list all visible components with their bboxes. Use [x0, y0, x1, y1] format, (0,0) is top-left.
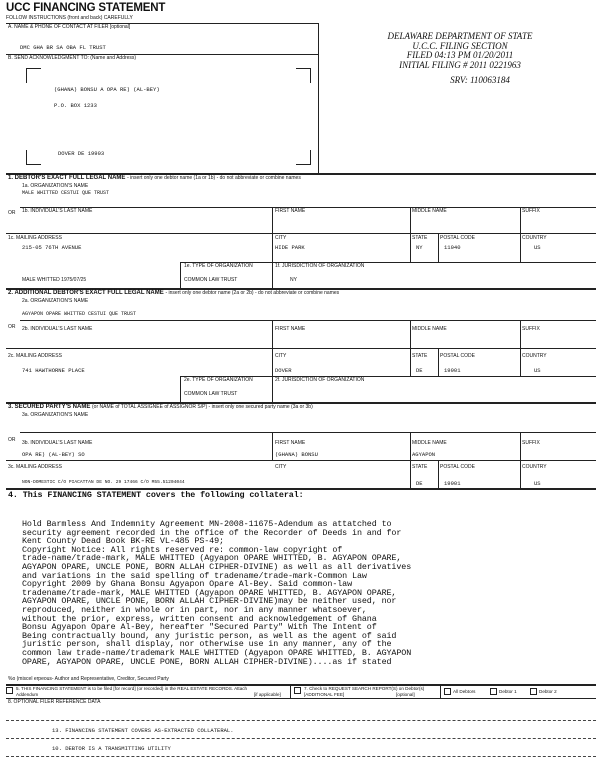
divider	[180, 376, 181, 402]
section-a-label: A. NAME & PHONE OF CONTACT AT FILER [optional]	[8, 24, 131, 30]
debtor1-mail-label: 1c. MAILING ADDRESS	[8, 235, 62, 241]
debtor1-suffix-label: SUFFIX	[522, 208, 540, 214]
debtor2-middle-label: MIDDLE NAME	[412, 326, 447, 332]
debtor2-org-value: AGYAPON OPARE WHITTED CESTUI QUE TRUST	[22, 311, 137, 317]
debtor1-juris-value: NY	[290, 277, 297, 283]
debtor1-postal-value: 11040	[444, 244, 461, 251]
secured-first-value: (GHANA) BONSU	[275, 451, 318, 458]
divider	[438, 460, 439, 488]
address-bracket-br	[296, 150, 311, 165]
secured-state-value: DE	[416, 480, 423, 487]
collateral-text	[22, 520, 411, 666]
secured-last-value: OPA RE) (AL-BEY) SO	[22, 451, 85, 458]
debtor2-or: OR	[8, 324, 16, 330]
secured-first-label: FIRST NAME	[275, 440, 306, 446]
debtor2-state-label: STATE	[412, 353, 428, 359]
debtor2-mail-value: 741 HAWTHORNE PLACE	[22, 367, 85, 374]
divider	[272, 348, 273, 376]
debtor1-country-value: US	[534, 244, 541, 251]
debtor1-org-value: MALE WHITTED CESTUI QUE TRUST	[22, 190, 110, 196]
real-estate-checkbox[interactable]	[6, 687, 13, 694]
debtor2-country-label: COUNTRY	[522, 353, 547, 359]
secured-country-value: US	[534, 480, 541, 487]
collateral-line: AGYAPON OPARE, UNCLE PONE, BORN ALLAH CIPHER-DIVINE)may be neither used, nor	[22, 596, 397, 607]
divider	[272, 233, 273, 262]
collateral-line: reproduced, neither in whole or in part, nor in any manner whatsoever,	[22, 604, 367, 615]
collateral-footer-note: %o (miscel erpeous- Author and Representative, Creditor, Secured Party	[8, 676, 169, 682]
debtor2-title: 2. ADDITIONAL DEBTOR'S EXACT FULL LEGAL NAME	[8, 290, 164, 296]
filing-srv: SRV: 110063184	[450, 75, 510, 85]
debtor2-postal-value: 19901	[444, 367, 461, 374]
debtor2-suffix-label: SUFFIX	[522, 326, 540, 332]
debtor1-middle-label: MIDDLE NAME	[412, 208, 447, 214]
divider	[20, 207, 596, 208]
dashed-divider	[6, 720, 596, 721]
debtor1-label	[8, 175, 301, 182]
filing-stamp-line-2: U.C.C. FILING SECTION	[412, 40, 508, 51]
form-title: UCC FINANCING STATEMENT	[6, 2, 166, 14]
divider	[520, 207, 521, 262]
filing-stamp-line-3: FILED 04:13 PM 01/20/2011	[406, 50, 514, 60]
divider	[272, 320, 273, 348]
dashed-divider	[6, 756, 596, 757]
divider	[272, 207, 273, 233]
section-b-label: B. SEND ACKNOWLEDGMENT TO: (Name and Address)	[8, 55, 137, 61]
divider	[318, 23, 319, 173]
secured-country-label: COUNTRY	[522, 464, 547, 470]
divider	[272, 376, 273, 402]
divider	[438, 233, 439, 262]
debtor1-first-label: FIRST NAME	[275, 208, 306, 214]
secured-last-label: 3b. INDIVIDUAL'S LAST NAME	[22, 440, 93, 446]
debtor2-type-label: 2e. TYPE OF ORGANIZATION	[184, 377, 253, 383]
divider	[20, 320, 596, 321]
debtor2-checkbox-label: Debtor 2	[539, 689, 557, 694]
secured-mail-value: NON-DOMESTIC C/O PIACATTAN DE NO. 29 17466 C/O M55.51204044	[22, 480, 185, 485]
debtor1-state-value: NY	[416, 244, 423, 251]
collateral-line: AGYAPON OPARE, UNCLE PONE, BORN ALLAH CIPHER-DIVINE) as well as all derivatives	[22, 561, 412, 572]
debtor1-mail-value: 215-05 76TH AVENUE	[22, 244, 82, 251]
debtor2-mail-label: 2c. MAILING ADDRESS	[8, 353, 62, 359]
debtor2-org-label: 2a. ORGANIZATION'S NAME	[22, 298, 89, 304]
collateral-line: trade-name/trade-mark, MALE WHITTED (Agyapon OPARE WHITTED, B. AGYAPON OPARE,	[22, 553, 402, 564]
debtor2-last-label: 2b. INDIVIDUAL'S LAST NAME	[22, 326, 93, 332]
collateral-label: 4. This FINANCING STATEMENT covers the following collateral:	[8, 490, 304, 500]
divider	[410, 432, 411, 460]
ack-line-1: (GHANA) BONSU A OPA RE) (AL-BEY)	[54, 86, 160, 93]
collateral-line: common law trade-name/trademark MALE WHITTED (Agyapon OPARE WHITTED, B. AGYAPON	[22, 647, 412, 658]
secured-middle-value: AGYAPON	[412, 451, 436, 458]
collateral-line: Copyright Notice: All rights reserved re: common-law copyright of	[22, 544, 343, 555]
debtor1-type-value: COMMON LAW TRUST	[184, 277, 238, 283]
debtor1-or: OR	[8, 210, 16, 216]
divider	[20, 432, 596, 433]
debtor2-juris-label: 2f. JURISDICTION OF ORGANIZATION	[275, 377, 365, 383]
divider	[6, 233, 596, 234]
divider	[410, 348, 411, 376]
filing-stamp	[330, 32, 590, 86]
address-bracket-tr	[296, 68, 311, 83]
divider	[272, 432, 273, 460]
debtor2-city-label: CITY	[275, 353, 287, 359]
secured-city-label: CITY	[275, 464, 287, 470]
collateral-line: security agreement recorded in the office of the Recorder of Deeds in and for	[22, 527, 402, 538]
divider	[272, 262, 273, 288]
contact-value: DMC GHA BR SA OBA FL TRUST	[20, 44, 106, 51]
section5-applicable: [if applicable]	[254, 692, 281, 697]
debtor1-tax-value: MALE WHITTED 1975/07/25	[22, 277, 87, 283]
debtor2-note: - insert only one debtor name (2a or 2b) - do not abbreviate or combine names	[165, 290, 340, 296]
secured-postal-value: 19901	[444, 480, 461, 487]
debtor1-country-label: COUNTRY	[522, 235, 547, 241]
debtor2-country-value: US	[534, 367, 541, 374]
all-debtors-checkbox[interactable]	[444, 688, 451, 695]
section7-optional: [optional]	[396, 692, 415, 697]
search-report-checkbox[interactable]	[294, 687, 301, 694]
address-bracket-tl	[26, 68, 41, 83]
secured-mail-label: 3c. MAILING ADDRESS	[8, 464, 62, 470]
address-bracket-bl	[26, 150, 41, 165]
all-debtors-label: All Debtors	[453, 689, 476, 694]
debtor1-org-label: 1a. ORGANIZATION'S NAME	[22, 183, 89, 189]
secured-title: 3. SECURED PARTY'S NAME	[8, 404, 91, 410]
secured-or: OR	[8, 437, 16, 443]
secured-middle-label: MIDDLE NAME	[412, 440, 447, 446]
debtor2-first-label: FIRST NAME	[275, 326, 306, 332]
debtor1-postal-label: POSTAL CODE	[440, 235, 476, 241]
divider	[410, 460, 411, 488]
debtor2-label	[8, 290, 339, 297]
divider	[6, 460, 596, 461]
ack-line-3: DOVER DE 19903	[58, 150, 105, 157]
collateral-line: Hold Barmless And Indemnity Agreement MN-2008-11675-Adendum as attatched to	[22, 519, 392, 529]
debtor1-juris-label: 1f. JURISDICTION OF ORGANIZATION	[275, 263, 365, 269]
secured-label	[8, 404, 313, 411]
collateral-line: Bonsu Agyapon Opare Al-Bey, hereafter "Secured Party" With The Intent of	[22, 622, 377, 633]
debtor1-last-label: 1b. INDIVIDUAL'S LAST NAME	[22, 208, 93, 214]
filing-stamp-line-4: INITIAL FILING # 2011 0221963	[399, 59, 521, 70]
collateral-line: and variations in the said spelling of tradename/trade-mark-Common Law	[22, 570, 367, 581]
collateral-line: without the prior, express, written consent and acknowledgement of Ghana	[22, 613, 377, 624]
divider	[180, 262, 181, 288]
secured-note: (or NAME of TOTAL ASSIGNEE of ASSIGNOR S/P) - insert only one secured party name (3a or 3b)	[92, 404, 313, 410]
filing-stamp-line-1: DELAWARE DEPARTMENT OF STATE	[387, 31, 533, 41]
divider	[438, 348, 439, 376]
divider	[410, 320, 411, 348]
debtor2-postal-label: POSTAL CODE	[440, 353, 476, 359]
debtor1-type-label: 1e. TYPE OF ORGANIZATION	[184, 263, 253, 269]
item-10: 10. DEBTOR IS A TRANSMITTING UTILITY	[52, 745, 171, 752]
debtor1-checkbox-label: Debtor 1	[499, 689, 517, 694]
secured-suffix-label: SUFFIX	[522, 440, 540, 446]
debtor1-title: 1. DEBTOR'S EXACT FULL LEGAL NAME	[8, 175, 126, 181]
divider	[440, 684, 441, 698]
collateral-line: Copyright 2009 by Ghana Bonsu Agyapon Opare Al-Bey. Said common-law	[22, 579, 353, 590]
divider	[290, 684, 291, 698]
ack-line-2: P.O. BOX 1233	[54, 102, 97, 109]
section7-label: 7. Check to REQUEST SEARCH REPORT(S) on Debtor(s) [ADDITIONAL FEE]	[304, 686, 425, 697]
section5-label: 5. THIS FINANCING STATEMENT is to be filed [for record] (or recorded) in the REAL ESTATE RECORDS. Attach Addendum	[16, 686, 248, 697]
secured-org-label: 3a. ORGANIZATION'S NAME	[22, 412, 89, 418]
debtor1-checkbox[interactable]	[490, 688, 497, 695]
debtor1-city-label: CITY	[275, 235, 287, 241]
debtor2-city-value: DOVER	[275, 367, 292, 374]
dashed-divider	[6, 738, 596, 739]
secured-postal-label: POSTAL CODE	[440, 464, 476, 470]
divider	[410, 233, 411, 262]
debtor2-checkbox[interactable]	[530, 688, 537, 695]
collateral-line: Kent County Dead Book BK-RE VL-485 PS-49;	[22, 536, 224, 547]
debtor2-type-value: COMMON LAW TRUST	[184, 391, 238, 397]
divider	[410, 207, 411, 233]
section8-label: 8. OPTIONAL FILER REFERENCE DATA	[8, 699, 101, 705]
form-instructions: FOLLOW INSTRUCTIONS (front and back) CAREFULLY	[6, 15, 133, 21]
collateral-line: OPARE, AGYAPON OPARE, UNCLE PONE, BORN ALLAH CIPHER-DIVINE)....as if stated	[22, 656, 392, 667]
secured-state-label: STATE	[412, 464, 428, 470]
debtor1-note: - insert only one debtor name (1a or 1b) - do not abbreviate or combine names	[127, 175, 301, 181]
debtor2-state-value: DE	[416, 367, 423, 374]
divider	[6, 348, 596, 349]
debtor1-city-value: HIDE PARK	[275, 244, 305, 251]
collateral-line: Being contractually bound, any juristic person, as well as the agent of said	[22, 630, 397, 641]
item-13: 13. FINANCING STATEMENT COVERS AS-EXTRACTED COLLATERAL.	[52, 727, 234, 734]
collateral-line: juristic person, shall display, nor otherwise use in any manner, any of the	[22, 639, 392, 650]
collateral-line: tradename/trade-mark, MALE WHITTED (Agyapon OPARE WHITTED, B. AGYAPON OPARE,	[22, 587, 397, 598]
debtor1-state-label: STATE	[412, 235, 428, 241]
